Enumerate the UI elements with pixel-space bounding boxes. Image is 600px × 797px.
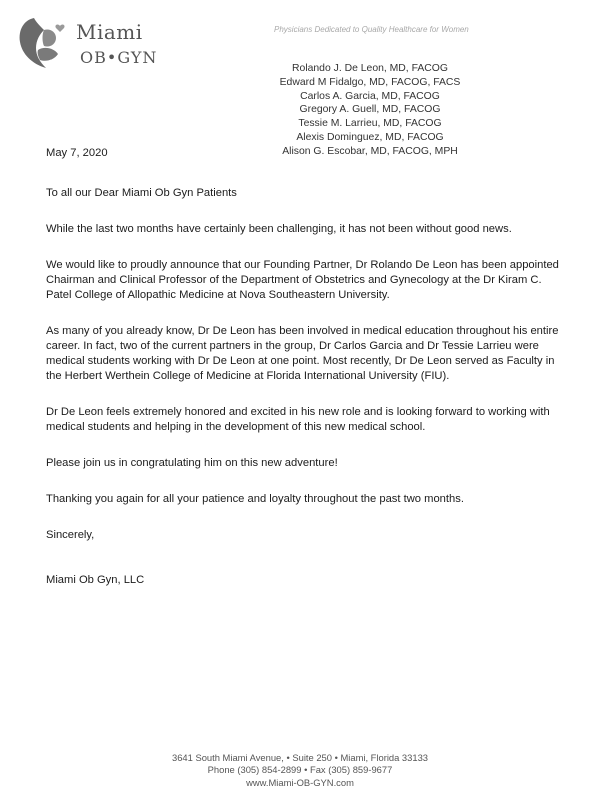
footer-contact: Phone (305) 854-2899 • Fax (305) 859-9677 <box>207 764 393 776</box>
letter-paragraph: As many of you already know, Dr De Leon has been involved in medical education throughout his entire career. In fact, two of the current partners in the group, Dr Carlos Garcia and Dr Tessie Larrieu were medical students working with Dr De Leon at one point. Most recently, Dr De Leon served as Faculty in the Herbert Werthein College of Medicine at Florida International University (FIU). <box>46 325 559 382</box>
logo-subtitle: OB•GYN <box>80 48 158 67</box>
letter-paragraph: We would like to proudly announce that our Founding Partner, Dr Rolando De Leon has been appointed Chairman and Clinical Professor of the Department of Obstetrics and Gynecology at the Dr Kiram C. Patel College of Allopathic Medicine at Nova Southeastern University. <box>46 259 559 301</box>
letter-closing: Sincerely, <box>46 529 95 541</box>
footer-website: www.Miami-OB-GYN.com <box>246 776 354 788</box>
letter-signature: Miami Ob Gyn, LLC <box>46 574 145 586</box>
physician-name: Alison G. Escobar, MD, FACOG, MPH <box>282 145 458 157</box>
physician-name: Alexis Dominguez, MD, FACOG <box>296 131 444 143</box>
footer-address: 3641 South Miami Avenue, • Suite 250 • Miami, Florida 33133 <box>171 752 429 763</box>
practice-tagline: Physicians Dedicated to Quality Healthcare for Women <box>274 25 469 34</box>
letter-paragraph: While the last two months have certainly been challenging, it has not been without good news. <box>46 223 512 235</box>
letter-paragraph: Dr De Leon feels extremely honored and excited in his new role and is looking forward to working with medical students and helping in the development of this new medical school. <box>46 406 550 433</box>
letter-paragraph: Please join us in congratulating him on this new adventure! <box>46 457 338 469</box>
letterhead-footer <box>120 752 480 789</box>
logo-name: Miami <box>76 20 143 44</box>
physician-name: Tessie M. Larrieu, MD, FACOG <box>298 118 442 130</box>
letter-body <box>46 146 566 588</box>
practice-logo <box>14 14 164 74</box>
letter-salutation: To all our Dear Miami Ob Gyn Patients <box>46 187 237 199</box>
mother-child-silhouette-icon <box>14 14 74 74</box>
physician-name: Gregory A. Guell, MD, FACOG <box>299 104 441 116</box>
physician-name: Edward M Fidalgo, MD, FACOG, FACS <box>279 76 461 88</box>
physician-name: Rolando J. De Leon, MD, FACOG <box>292 63 448 74</box>
physician-list <box>250 62 490 159</box>
physician-name: Carlos A. Garcia, MD, FACOG <box>300 90 440 102</box>
letter-date: May 7, 2020 <box>46 147 108 159</box>
letter-paragraph: Thanking you again for all your patience and loyalty throughout the past two months. <box>46 493 464 505</box>
